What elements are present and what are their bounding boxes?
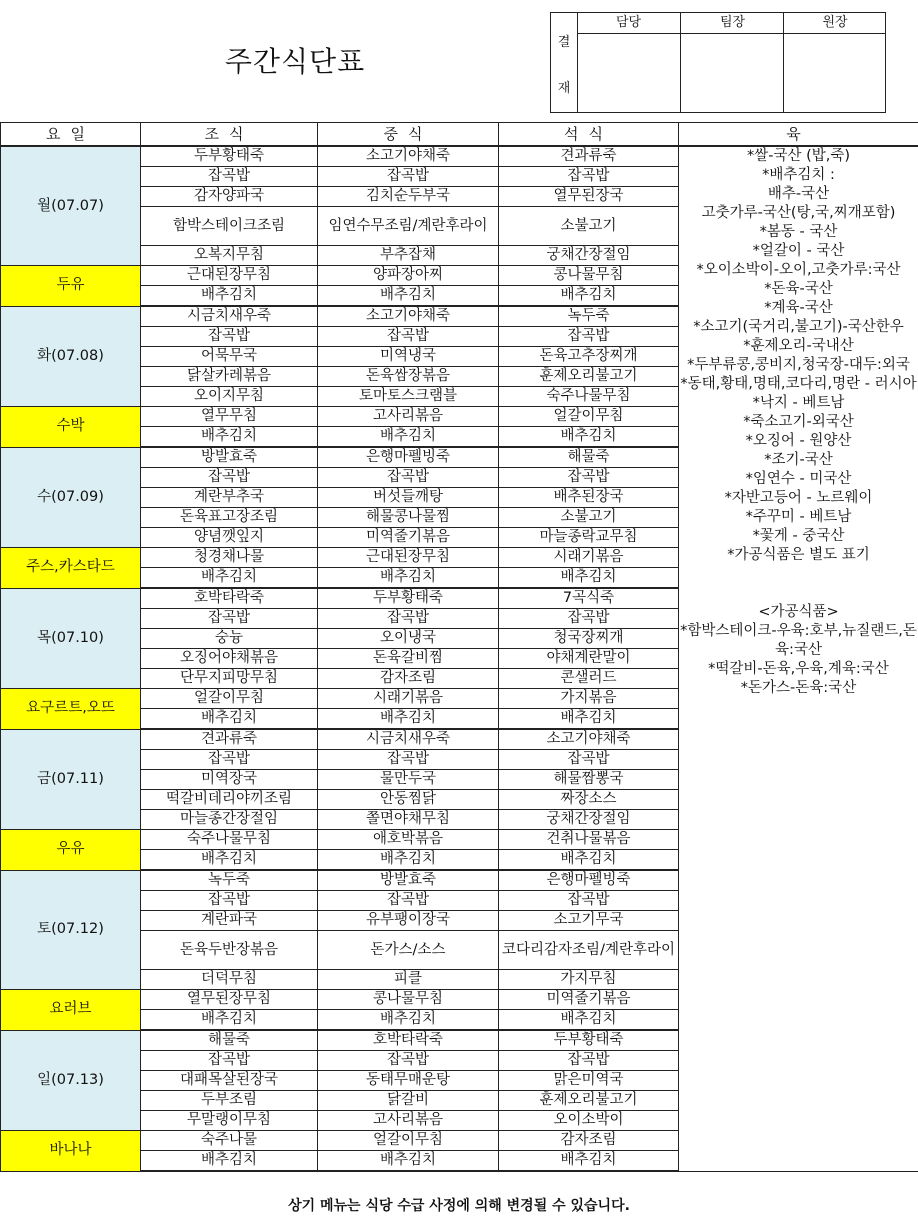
breakfast-cell: 오복지무침 [141, 246, 318, 266]
dinner-cell: 견과류죽 [499, 146, 679, 167]
breakfast-cell: 함박스테이크조림 [141, 207, 318, 246]
lunch-cell: 얼갈이무침 [318, 1131, 499, 1151]
breakfast-cell: 시금치새우죽 [141, 306, 318, 327]
lunch-cell: 잡곡밥 [318, 750, 499, 770]
lunch-cell: 닭갈비 [318, 1091, 499, 1111]
lunch-cell: 물만두국 [318, 770, 499, 790]
origin-line: *봄동 - 국산 [759, 224, 838, 240]
breakfast-cell: 무말랭이무침 [141, 1111, 318, 1131]
breakfast-cell: 잡곡밥 [141, 891, 318, 911]
lunch-cell: 동태무매운탕 [318, 1071, 499, 1091]
breakfast-cell: 배추김치 [141, 1151, 318, 1172]
approval-col-team-lead [680, 13, 784, 112]
footer-note: 상기 메뉴는 식당 수급 사정에 의해 변경될 수 있습니다. [288, 1198, 630, 1214]
breakfast-cell: 배추김치 [141, 1010, 318, 1031]
dinner-cell: 얼갈이무침 [499, 407, 679, 427]
breakfast-cell: 호박타락죽 [141, 588, 318, 609]
dinner-cell: 해물죽 [499, 447, 679, 468]
dinner-cell: 두부황태죽 [499, 1030, 679, 1051]
dinner-cell: 궁채간장절임 [499, 246, 679, 266]
breakfast-cell: 청경채나물 [141, 548, 318, 568]
breakfast-cell: 닭살카레볶음 [141, 367, 318, 387]
lunch-cell: 배추김치 [318, 1151, 499, 1172]
breakfast-cell: 두부황태죽 [141, 146, 318, 167]
origin-line: <가공식품> [758, 604, 839, 620]
dinner-cell: 잡곡밥 [499, 167, 679, 187]
day-label: 일(07.13) [1, 1030, 141, 1131]
origin-line: *오징어 - 원양산 [745, 433, 852, 449]
dinner-cell: 배추김치 [499, 427, 679, 448]
breakfast-cell: 잡곡밥 [141, 167, 318, 187]
origin-line: *함박스테이크-우육:호부,뉴질랜드,돈육:국산 [680, 623, 917, 658]
lunch-cell: 김치순두부국 [318, 187, 499, 207]
breakfast-cell: 숭늉 [141, 629, 318, 649]
origin-line: *낙지 - 베트남 [752, 395, 845, 411]
dinner-cell: 열무된장국 [499, 187, 679, 207]
breakfast-cell: 어묵무국 [141, 347, 318, 367]
dinner-cell: 배추김치 [499, 286, 679, 307]
day-label: 월(07.07) [1, 146, 141, 266]
breakfast-cell: 배추김치 [141, 286, 318, 307]
lunch-cell: 잡곡밥 [318, 609, 499, 629]
lunch-cell: 버섯들깨탕 [318, 488, 499, 508]
origin-line: 배추-국산 [767, 186, 830, 202]
dinner-cell: 짜장소스 [499, 790, 679, 810]
dinner-cell: 잡곡밥 [499, 609, 679, 629]
breakfast-cell: 양념깻잎지 [141, 528, 318, 548]
lunch-cell: 호박타락죽 [318, 1030, 499, 1051]
day-label: 토(07.12) [1, 870, 141, 990]
lunch-cell: 배추김치 [318, 568, 499, 589]
dinner-cell: 7곡식죽 [499, 588, 679, 609]
approval-side-label [551, 13, 578, 112]
dinner-cell: 소불고기 [499, 508, 679, 528]
dinner-cell: 소불고기 [499, 207, 679, 246]
lunch-cell: 임연수무조림/계란후라이 [318, 207, 499, 246]
origin-line: *소고기(국거리,불고기)-국산한우 [693, 319, 904, 335]
breakfast-cell: 배추김치 [141, 709, 318, 730]
origin-line [679, 584, 918, 603]
lunch-cell: 배추김치 [318, 850, 499, 871]
table-header-row [1, 123, 918, 147]
lunch-cell: 배추김치 [318, 1010, 499, 1031]
breakfast-cell: 감자양파국 [141, 187, 318, 207]
origin-line: *떡갈비-돈육,우육,계육:국산 [708, 661, 889, 677]
dinner-cell: 감자조림 [499, 1131, 679, 1151]
dinner-cell: 궁채간장절임 [499, 810, 679, 830]
lunch-cell: 소고기야채죽 [318, 306, 499, 327]
breakfast-cell: 얼갈이무침 [141, 689, 318, 709]
dinner-cell: 잡곡밥 [499, 1051, 679, 1071]
lunch-cell: 돈육갈비찜 [318, 649, 499, 669]
lunch-cell: 시금치새우죽 [318, 729, 499, 750]
header-day: 요일 [1, 123, 141, 147]
origin-line: *꽃게 - 중국산 [752, 528, 845, 544]
weekly-menu-table [0, 122, 918, 1172]
lunch-cell: 오이냉국 [318, 629, 499, 649]
page-title: 주간식단표 [224, 45, 366, 78]
origin-line: *돈가스-돈육:국산 [740, 680, 857, 696]
dinner-cell: 콘샐러드 [499, 669, 679, 689]
lunch-cell: 잡곡밥 [318, 327, 499, 347]
dinner-cell: 콩나물무침 [499, 266, 679, 286]
breakfast-cell: 단무지피망무침 [141, 669, 318, 689]
day-label: 금(07.11) [1, 729, 141, 830]
day-label: 수(07.09) [1, 447, 141, 548]
lunch-cell: 은행마펠빙죽 [318, 447, 499, 468]
dinner-cell: 훈제오리불고기 [499, 1091, 679, 1111]
approval-side-label-2: 재 [557, 81, 571, 96]
dinner-cell: 시래기볶음 [499, 548, 679, 568]
origin-line: *주꾸미 - 베트남 [745, 509, 852, 525]
breakfast-cell: 오징어야채볶음 [141, 649, 318, 669]
breakfast-cell: 배추김치 [141, 427, 318, 448]
breakfast-cell: 돈육표고장조림 [141, 508, 318, 528]
breakfast-cell: 떡갈비데리야끼조림 [141, 790, 318, 810]
breakfast-cell: 해물죽 [141, 1030, 318, 1051]
approval-col-staff [577, 13, 680, 112]
origin-line: *자반고등어 - 노르웨이 [724, 490, 873, 506]
lunch-cell: 토마토스크램블 [318, 387, 499, 407]
breakfast-cell: 숙주나물 [141, 1131, 318, 1151]
approval-col-director [783, 13, 886, 112]
breakfast-cell: 잡곡밥 [141, 468, 318, 488]
breakfast-cell: 돈육두반장볶음 [141, 931, 318, 970]
lunch-cell: 잡곡밥 [318, 468, 499, 488]
snack-label: 수박 [1, 407, 141, 448]
dinner-cell: 오이소박이 [499, 1111, 679, 1131]
dinner-cell: 마늘종락교무침 [499, 528, 679, 548]
dinner-cell: 코다리감자조림/계란후라이 [499, 931, 679, 970]
dinner-cell: 돈육고추장찌개 [499, 347, 679, 367]
origin-line: *얼갈이 - 국산 [752, 243, 845, 259]
dinner-cell: 배추김치 [499, 1010, 679, 1031]
lunch-cell: 두부황태죽 [318, 588, 499, 609]
approval-side-label-1: 결 [557, 35, 571, 50]
breakfast-cell: 더덕무침 [141, 970, 318, 990]
snack-label: 두유 [1, 266, 141, 307]
breakfast-cell: 열무된장무침 [141, 990, 318, 1010]
breakfast-cell: 미역장국 [141, 770, 318, 790]
breakfast-cell: 근대된장무침 [141, 266, 318, 286]
lunch-cell: 부추잡채 [318, 246, 499, 266]
dinner-cell: 잡곡밥 [499, 327, 679, 347]
dinner-cell: 건취나물볶음 [499, 830, 679, 850]
lunch-cell: 안동찜닭 [318, 790, 499, 810]
lunch-cell: 소고기야채죽 [318, 146, 499, 167]
dinner-cell: 소고기무국 [499, 911, 679, 931]
header-dinner: 석식 [499, 123, 679, 147]
header-breakfast: 조식 [141, 123, 318, 147]
dinner-cell: 배추김치 [499, 1151, 679, 1172]
origin-line: *죽소고기-외국산 [743, 414, 854, 430]
lunch-cell: 애호박볶음 [318, 830, 499, 850]
breakfast-cell: 방발효죽 [141, 447, 318, 468]
lunch-cell: 고사리볶음 [318, 1111, 499, 1131]
snack-label: 요러브 [1, 990, 141, 1031]
breakfast-cell: 견과류죽 [141, 729, 318, 750]
origin-line: *훈제오리-국내산 [743, 338, 854, 354]
dinner-cell: 배추김치 [499, 709, 679, 730]
breakfast-cell: 잡곡밥 [141, 609, 318, 629]
origin-line: *두부류콩,콩비지,청국장-대두:외국 [687, 357, 910, 373]
lunch-cell: 콩나물무침 [318, 990, 499, 1010]
origin-line: *임연수 - 미국산 [745, 471, 852, 487]
table-body [1, 146, 918, 1171]
origin-line: *돈육-국산 [764, 281, 833, 297]
dinner-cell: 야채계란말이 [499, 649, 679, 669]
breakfast-cell: 잡곡밥 [141, 750, 318, 770]
snack-label: 주스,카스타드 [1, 548, 141, 589]
lunch-cell: 쫄면야채무침 [318, 810, 499, 830]
lunch-cell: 잡곡밥 [318, 1051, 499, 1071]
lunch-cell: 방발효죽 [318, 870, 499, 891]
dinner-cell: 소고기야채죽 [499, 729, 679, 750]
lunch-cell: 돈가스/소스 [318, 931, 499, 970]
lunch-cell: 미역줄기볶음 [318, 528, 499, 548]
lunch-cell: 감자조림 [318, 669, 499, 689]
origin-line: *동태,황태,명태,코다리,명란 - 러시아 [680, 376, 917, 392]
origin-line: *계육-국산 [764, 300, 833, 316]
origin-line: *쌀-국산 (밥,죽) [746, 148, 851, 164]
breakfast-cell: 열무무침 [141, 407, 318, 427]
lunch-cell: 잡곡밥 [318, 891, 499, 911]
lunch-cell: 양파장아찌 [318, 266, 499, 286]
breakfast-cell: 대패목살된장국 [141, 1071, 318, 1091]
dinner-cell: 배추된장국 [499, 488, 679, 508]
breakfast-cell: 잡곡밥 [141, 1051, 318, 1071]
table-row [1, 146, 918, 167]
day-label: 목(07.10) [1, 588, 141, 689]
breakfast-cell: 두부조림 [141, 1091, 318, 1111]
lunch-cell: 돈육쌈장볶음 [318, 367, 499, 387]
breakfast-cell: 계란파국 [141, 911, 318, 931]
origin-line: *조기-국산 [764, 452, 833, 468]
dinner-cell: 맑은미역국 [499, 1071, 679, 1091]
origin-line: *오이소박이-오이,고춧가루:국산 [696, 262, 901, 278]
lunch-cell: 근대된장무침 [318, 548, 499, 568]
origin-line: *배추김치 : [762, 167, 835, 183]
dinner-cell: 미역줄기볶음 [499, 990, 679, 1010]
dinner-cell: 잡곡밥 [499, 468, 679, 488]
dinner-cell: 해물짬뽕국 [499, 770, 679, 790]
breakfast-cell: 계란부추국 [141, 488, 318, 508]
breakfast-cell: 배추김치 [141, 568, 318, 589]
approval-col-staff-label: 담당 [577, 13, 680, 34]
breakfast-cell: 오이지무침 [141, 387, 318, 407]
dinner-cell: 잡곡밥 [499, 891, 679, 911]
header-origin: 육 [679, 123, 918, 147]
lunch-cell: 미역냉국 [318, 347, 499, 367]
lunch-cell: 피클 [318, 970, 499, 990]
snack-label: 우유 [1, 830, 141, 871]
origin-line: *가공식품은 별도 표기 [727, 547, 870, 563]
lunch-cell: 해물콩나물찜 [318, 508, 499, 528]
breakfast-cell: 마늘종간장절임 [141, 810, 318, 830]
dinner-cell: 배추김치 [499, 568, 679, 589]
approval-box [550, 12, 886, 113]
origin-line [679, 565, 918, 584]
dinner-cell: 숙주나물무침 [499, 387, 679, 407]
dinner-cell: 가지무침 [499, 970, 679, 990]
dinner-cell: 은행마펠빙죽 [499, 870, 679, 891]
snack-label: 바나나 [1, 1131, 141, 1172]
dinner-cell: 청국장찌개 [499, 629, 679, 649]
dinner-cell: 녹두죽 [499, 306, 679, 327]
dinner-cell: 배추김치 [499, 850, 679, 871]
breakfast-cell: 녹두죽 [141, 870, 318, 891]
origin-info [679, 146, 918, 1171]
approval-col-director-label: 원장 [784, 13, 886, 34]
lunch-cell: 배추김치 [318, 709, 499, 730]
header-lunch: 중식 [318, 123, 499, 147]
breakfast-cell: 잡곡밥 [141, 327, 318, 347]
lunch-cell: 배추김치 [318, 427, 499, 448]
dinner-cell: 가지볶음 [499, 689, 679, 709]
approval-col-team-lead-label: 팀장 [681, 13, 784, 34]
dinner-cell: 잡곡밥 [499, 750, 679, 770]
lunch-cell: 유부팽이장국 [318, 911, 499, 931]
breakfast-cell: 숙주나물무침 [141, 830, 318, 850]
day-label: 화(07.08) [1, 306, 141, 407]
lunch-cell: 배추김치 [318, 286, 499, 307]
dinner-cell: 훈제오리불고기 [499, 367, 679, 387]
snack-label: 요구르트,오뜨 [1, 689, 141, 730]
breakfast-cell: 배추김치 [141, 850, 318, 871]
lunch-cell: 고사리볶음 [318, 407, 499, 427]
origin-line: 고춧가루-국산(탕,국,찌개포함) [701, 205, 896, 221]
lunch-cell: 잡곡밥 [318, 167, 499, 187]
lunch-cell: 시래기볶음 [318, 689, 499, 709]
